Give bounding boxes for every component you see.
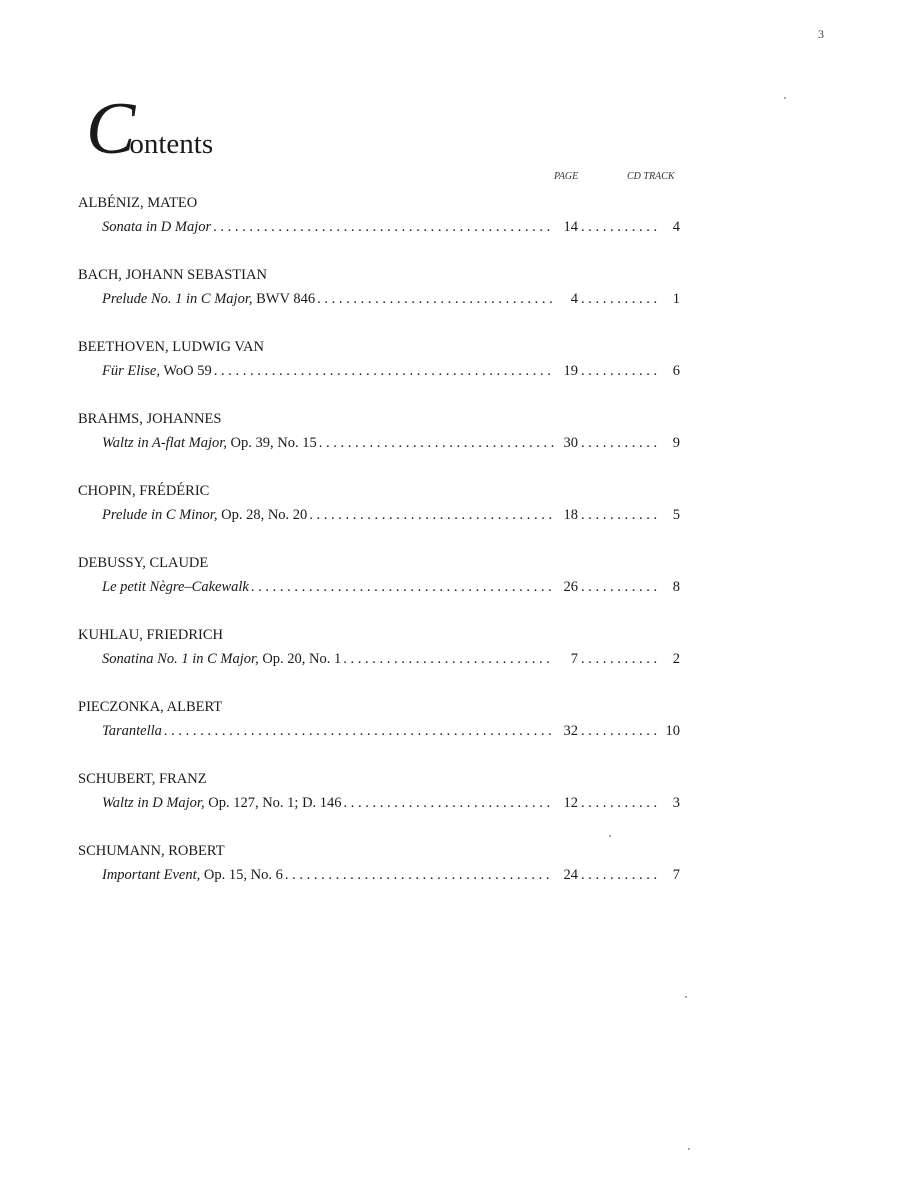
piece-row bbox=[102, 289, 680, 309]
contents-entry bbox=[78, 265, 680, 337]
piece-title-catalog: BWV 846 bbox=[252, 291, 316, 307]
contents-entry bbox=[78, 553, 680, 625]
contents-entry bbox=[78, 697, 680, 769]
column-header-cd-track: CD TRACK bbox=[627, 171, 675, 182]
piece-title bbox=[102, 361, 212, 381]
piece-title bbox=[102, 649, 341, 669]
page-number: 3 bbox=[818, 27, 824, 41]
page-title bbox=[86, 88, 214, 170]
piece-title-italic: Sonata in D Major bbox=[102, 219, 212, 235]
composer-name: PIECZONKA, ALBERT bbox=[78, 699, 223, 715]
piece-title-italic: Sonatina No. 1 in C Major, bbox=[102, 651, 259, 667]
piece-title bbox=[102, 793, 342, 813]
dot-leader bbox=[214, 361, 554, 381]
title-rest: ontents bbox=[129, 128, 214, 160]
dot-leader bbox=[285, 865, 554, 885]
piece-title-italic: Für Elise, bbox=[102, 363, 160, 379]
page-value: 19 bbox=[563, 363, 578, 379]
page-value: 7 bbox=[570, 651, 578, 667]
piece-title bbox=[102, 289, 315, 309]
composer-name: BEETHOVEN, LUDWIG VAN bbox=[78, 339, 264, 355]
dot-leader bbox=[164, 721, 554, 741]
dot-leader bbox=[581, 433, 659, 453]
contents-entry bbox=[78, 769, 680, 841]
dot-leader bbox=[581, 217, 659, 237]
track-value: 4 bbox=[672, 219, 680, 235]
piece-title bbox=[102, 217, 211, 237]
dot-leader bbox=[581, 649, 659, 669]
page-value: 12 bbox=[563, 795, 578, 811]
dot-leader bbox=[581, 865, 659, 885]
dot-leader bbox=[344, 793, 554, 813]
dot-leader bbox=[343, 649, 554, 669]
page-value: 26 bbox=[563, 579, 578, 595]
contents-list bbox=[78, 193, 680, 913]
composer-name: DEBUSSY, CLAUDE bbox=[78, 555, 209, 571]
contents-entry bbox=[78, 625, 680, 697]
piece-title-catalog: WoO 59 bbox=[160, 363, 212, 379]
piece-title-catalog: Op. 127, No. 1; D. 146 bbox=[204, 795, 342, 811]
composer-name: CHOPIN, FRÉDÉRIC bbox=[78, 483, 210, 499]
piece-title-catalog: Op. 20, No. 1 bbox=[258, 651, 342, 667]
piece-title-italic: Prelude No. 1 in C Major, bbox=[102, 291, 253, 307]
dot-leader bbox=[581, 793, 659, 813]
dot-leader bbox=[581, 721, 659, 741]
track-value: 10 bbox=[665, 723, 680, 739]
piece-row bbox=[102, 505, 680, 525]
piece-title bbox=[102, 721, 162, 741]
composer-name: ALBÉNIZ, MATEO bbox=[78, 195, 198, 211]
composer-name: SCHUBERT, FRANZ bbox=[78, 771, 207, 787]
page-value: 24 bbox=[563, 867, 578, 883]
composer-name: SCHUMANN, ROBERT bbox=[78, 843, 225, 859]
page-value: 18 bbox=[563, 507, 578, 523]
track-value: 5 bbox=[672, 507, 680, 523]
track-value: 6 bbox=[672, 363, 680, 379]
piece-title bbox=[102, 865, 283, 885]
piece-row bbox=[102, 217, 680, 237]
piece-title-italic: Important Event, bbox=[102, 867, 201, 883]
piece-row bbox=[102, 793, 680, 813]
piece-row bbox=[102, 865, 680, 885]
piece-title-catalog: Op. 15, No. 6 bbox=[200, 867, 283, 883]
scan-speck bbox=[784, 97, 786, 99]
piece-title-catalog: Op. 28, No. 20 bbox=[217, 507, 308, 523]
contents-entry bbox=[78, 193, 680, 265]
track-value: 7 bbox=[672, 867, 680, 883]
piece-title-italic: Le petit Nègre–Cakewalk bbox=[102, 579, 249, 595]
piece-row bbox=[102, 577, 680, 597]
dot-leader bbox=[309, 505, 554, 525]
piece-title bbox=[102, 433, 317, 453]
dot-leader bbox=[581, 505, 659, 525]
contents-entry bbox=[78, 481, 680, 553]
column-header-page: PAGE bbox=[554, 171, 579, 182]
contents-entry bbox=[78, 409, 680, 481]
page-value: 30 bbox=[563, 435, 578, 451]
scan-speck bbox=[688, 1148, 690, 1150]
piece-title-italic: Waltz in A-flat Major, bbox=[102, 435, 227, 451]
piece-row bbox=[102, 649, 680, 669]
contents-entry bbox=[78, 841, 680, 913]
piece-row bbox=[102, 433, 680, 453]
page-value: 14 bbox=[563, 219, 578, 235]
piece-row bbox=[102, 361, 680, 381]
track-value: 1 bbox=[672, 291, 680, 307]
piece-title bbox=[102, 577, 249, 597]
piece-title-catalog: Op. 39, No. 15 bbox=[226, 435, 317, 451]
scan-speck bbox=[685, 996, 687, 998]
piece-title-italic: Tarantella bbox=[102, 723, 162, 739]
track-value: 3 bbox=[672, 795, 680, 811]
piece-title-italic: Waltz in D Major, bbox=[102, 795, 205, 811]
track-value: 9 bbox=[672, 435, 680, 451]
dot-leader bbox=[317, 289, 554, 309]
dot-leader bbox=[581, 289, 659, 309]
piece-title bbox=[102, 505, 307, 525]
composer-name: BACH, JOHANN SEBASTIAN bbox=[78, 267, 267, 283]
track-value: 2 bbox=[672, 651, 680, 667]
title-initial: C bbox=[86, 88, 130, 170]
page-value: 32 bbox=[563, 723, 578, 739]
scan-speck bbox=[609, 835, 611, 837]
track-value: 8 bbox=[672, 579, 680, 595]
dot-leader bbox=[581, 361, 659, 381]
dot-leader bbox=[251, 577, 554, 597]
dot-leader bbox=[213, 217, 554, 237]
composer-name: BRAHMS, JOHANNES bbox=[78, 411, 222, 427]
dot-leader bbox=[581, 577, 659, 597]
dot-leader bbox=[319, 433, 554, 453]
piece-title-italic: Prelude in C Minor, bbox=[102, 507, 218, 523]
contents-entry bbox=[78, 337, 680, 409]
page-value: 4 bbox=[570, 291, 578, 307]
piece-row bbox=[102, 721, 680, 741]
composer-name: KUHLAU, FRIEDRICH bbox=[78, 627, 223, 643]
